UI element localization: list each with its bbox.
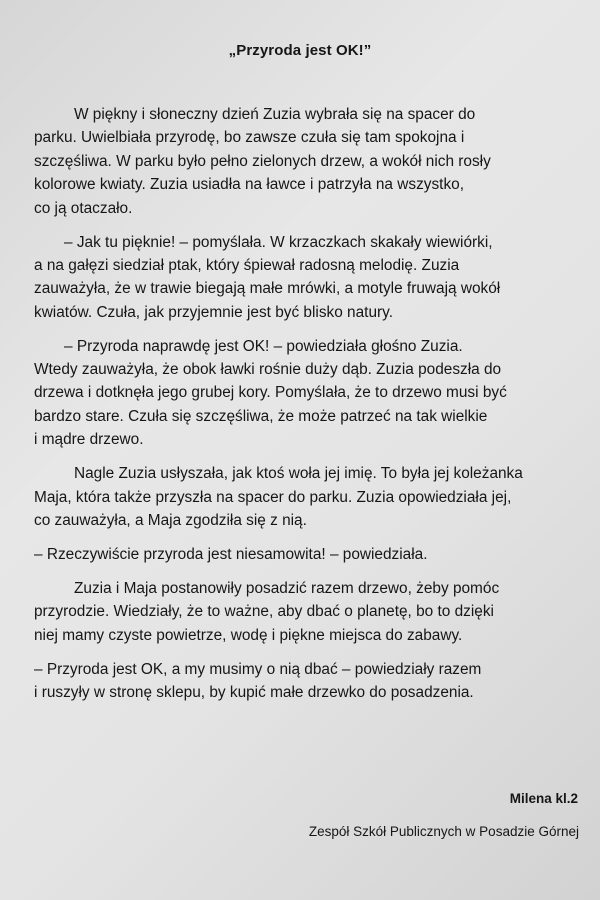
text-line: co ją otaczało. (34, 199, 133, 217)
text-line: zauważyła, że w trawie biegają małe mrówki, a motyle fruwają wokół (34, 280, 501, 298)
text-line: kwiatów. Czuła, jak przyjemnie jest być blisko natury. (34, 303, 393, 321)
text-line: bardzo stare. Czuła się szczęśliwa, że może patrzeć na tak wielkie (34, 407, 488, 425)
text-line: a na gałęzi siedział ptak, który śpiewał radosną melodię. Zuzia (34, 256, 460, 274)
text-line: szczęśliwa. W parku było pełno zielonych drzew, a wokół nich rosły (34, 152, 491, 170)
text-line: Zuzia i Maja postanowiły posadzić razem drzewo, żeby pomóc (74, 579, 500, 597)
text-line: Nagle Zuzia usłyszała, jak ktoś woła jej imię. To była jej koleżanka (74, 465, 523, 483)
paragraph-1 (34, 103, 574, 220)
story-text (34, 103, 574, 715)
paragraph-5 (34, 543, 574, 566)
paragraph-3 (34, 335, 574, 452)
text-line: przyrodzie. Wiedziały, że to ważne, aby dbać o planetę, bo to dzięki (34, 603, 494, 621)
paragraph-7 (34, 658, 574, 705)
text-line: co zauważyła, a Maja zgodziła się z nią. (34, 512, 307, 529)
text-line: – Przyroda jest OK, a my musimy o nią dbać – powiedziały razem (34, 660, 482, 678)
text-line: W piękny i słoneczny dzień Zuzia wybrała się na spacer do (74, 106, 476, 123)
paragraph-6 (34, 577, 574, 647)
text-line: parku. Uwielbiała przyrodę, bo zawsze czuła się tam spokojna i (34, 129, 465, 147)
paragraph-4 (34, 462, 574, 532)
text-line: Maja, która także przyszła na spacer do parku. Zuzia opowiedziała jej, (34, 488, 512, 506)
text-line: Wtedy zauważyła, że obok ławki rośnie duży dąb. Zuzia podeszła do (34, 361, 502, 379)
text-line: – Jak tu pięknie! – pomyślała. W krzaczkach skakały wiewiórki, (64, 233, 493, 251)
text-line: i mądre drzewo. (34, 431, 144, 449)
text-line: niej mamy czyste powietrze, wodę i piękne miejsca do zabawy. (34, 626, 463, 644)
document-title: „Przyroda jest OK!” (228, 42, 372, 59)
text-line: i ruszyły w stronę sklepu, by kupić małe drzewko do posadzenia. (34, 683, 474, 701)
text-line: drzewa i dotknęła jego grubej kory. Pomyślała, że to drzewo musi być (34, 384, 507, 402)
paragraph-2 (34, 231, 574, 325)
author-signature: Milena kl.2 (509, 791, 578, 806)
school-name: Zespół Szkół Publicznych w Posadzie Górnej (308, 824, 579, 839)
text-line: – Przyroda naprawdę jest OK! – powiedziała głośno Zuzia. (64, 337, 463, 355)
text-line: – Rzeczywiście przyroda jest niesamowita! – powiedziała. (34, 545, 428, 563)
text-line: kolorowe kwiaty. Zuzia usiadła na ławce i patrzyła na wszystko, (34, 176, 464, 194)
